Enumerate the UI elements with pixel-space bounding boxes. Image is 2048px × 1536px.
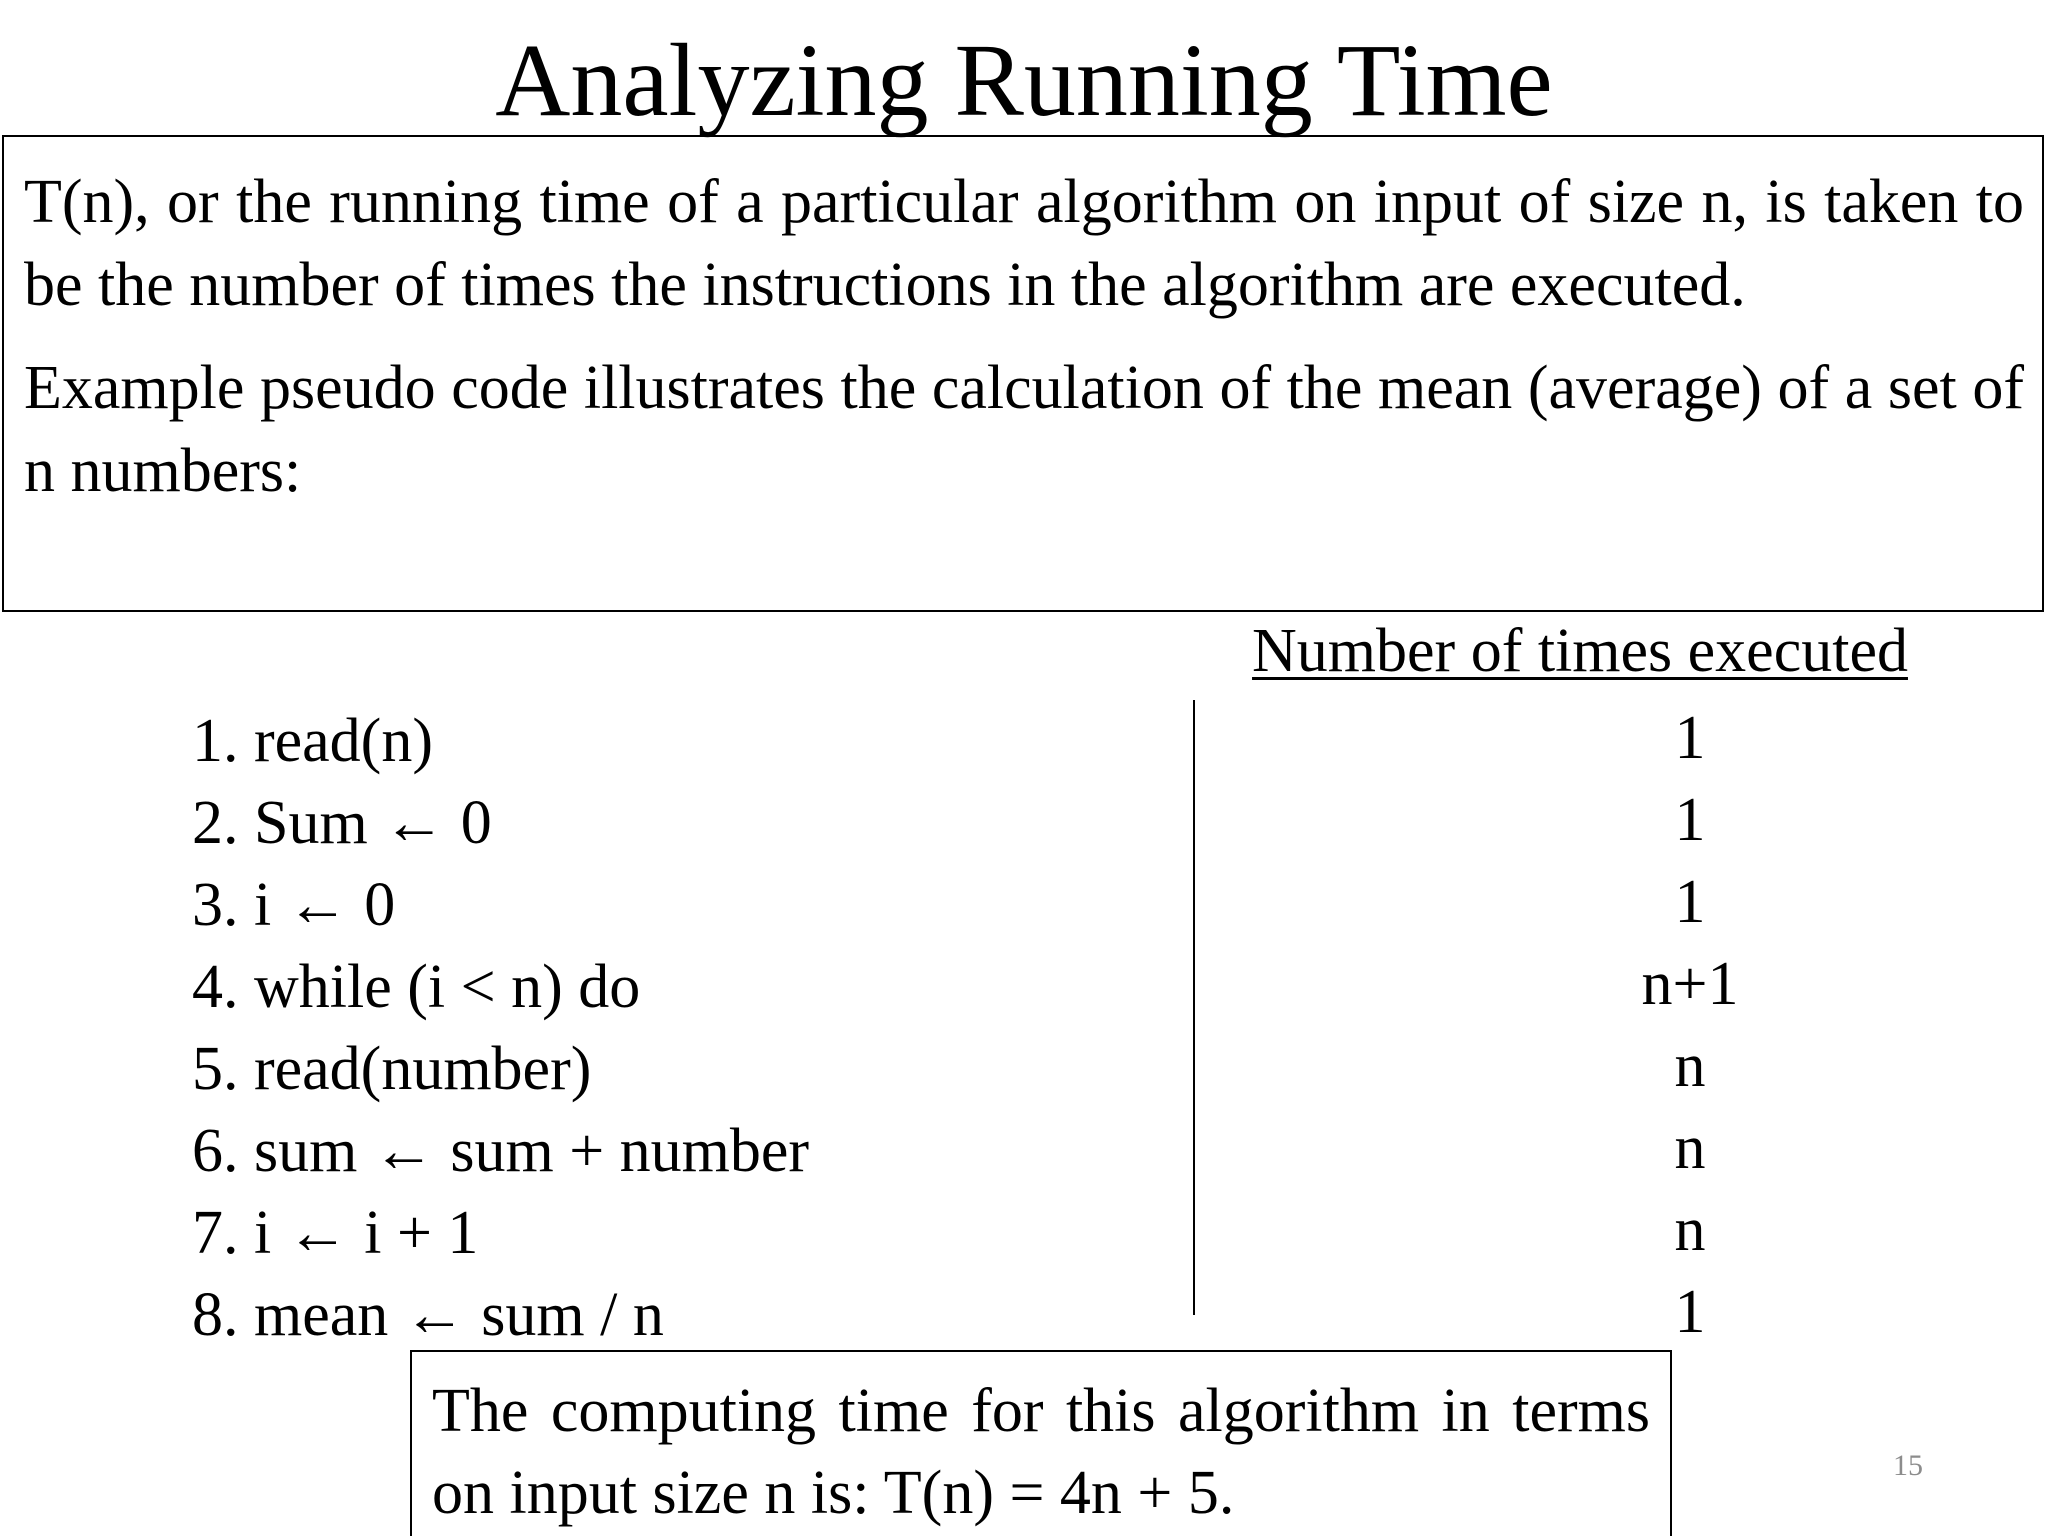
code-line: 8. mean ← sum / n (192, 1281, 664, 1349)
execution-count: n (1674, 1196, 1706, 1264)
execution-count: 1 (1674, 704, 1706, 772)
code-line: 5. read(number) (192, 1035, 592, 1103)
code-line: 2. Sum ← 0 (192, 789, 492, 857)
execution-count: n+1 (1641, 950, 1739, 1018)
code-line: 1. read(n) (192, 707, 433, 775)
execution-count: n (1674, 1032, 1706, 1100)
example-paragraph: Example pseudo code illustrates the calculation of the mean (average) of a set of n numbers: (24, 354, 2024, 505)
execution-count: 1 (1674, 786, 1706, 854)
execution-count: 1 (1674, 1278, 1706, 1346)
execution-count: n (1674, 1114, 1706, 1182)
column-divider (1193, 700, 1195, 1315)
code-line: 4. while (i < n) do (192, 953, 641, 1021)
execution-count: 1 (1674, 868, 1706, 936)
code-line: 7. i ← i + 1 (192, 1199, 479, 1267)
definition-box (2, 135, 2044, 612)
result-box: The computing time for this algorithm in terms on input size n is: T(n) = 4n + 5. (410, 1350, 1672, 1536)
definition-paragraph: T(n), or the running time of a particular algorithm on input of size n, is taken to be the number of times the instructions in the algorithm are executed. (24, 168, 2024, 319)
pseudo-code-list (192, 700, 809, 1356)
execution-count-list (1540, 697, 1840, 1353)
page-number: 15 (1893, 1449, 1923, 1482)
code-line: 3. i ← 0 (192, 871, 396, 939)
slide-title: Analyzing Running Time (495, 23, 1553, 138)
column-header-times-executed: Number of times executed (1252, 617, 1908, 685)
code-line: 6. sum ← sum + number (192, 1117, 810, 1185)
